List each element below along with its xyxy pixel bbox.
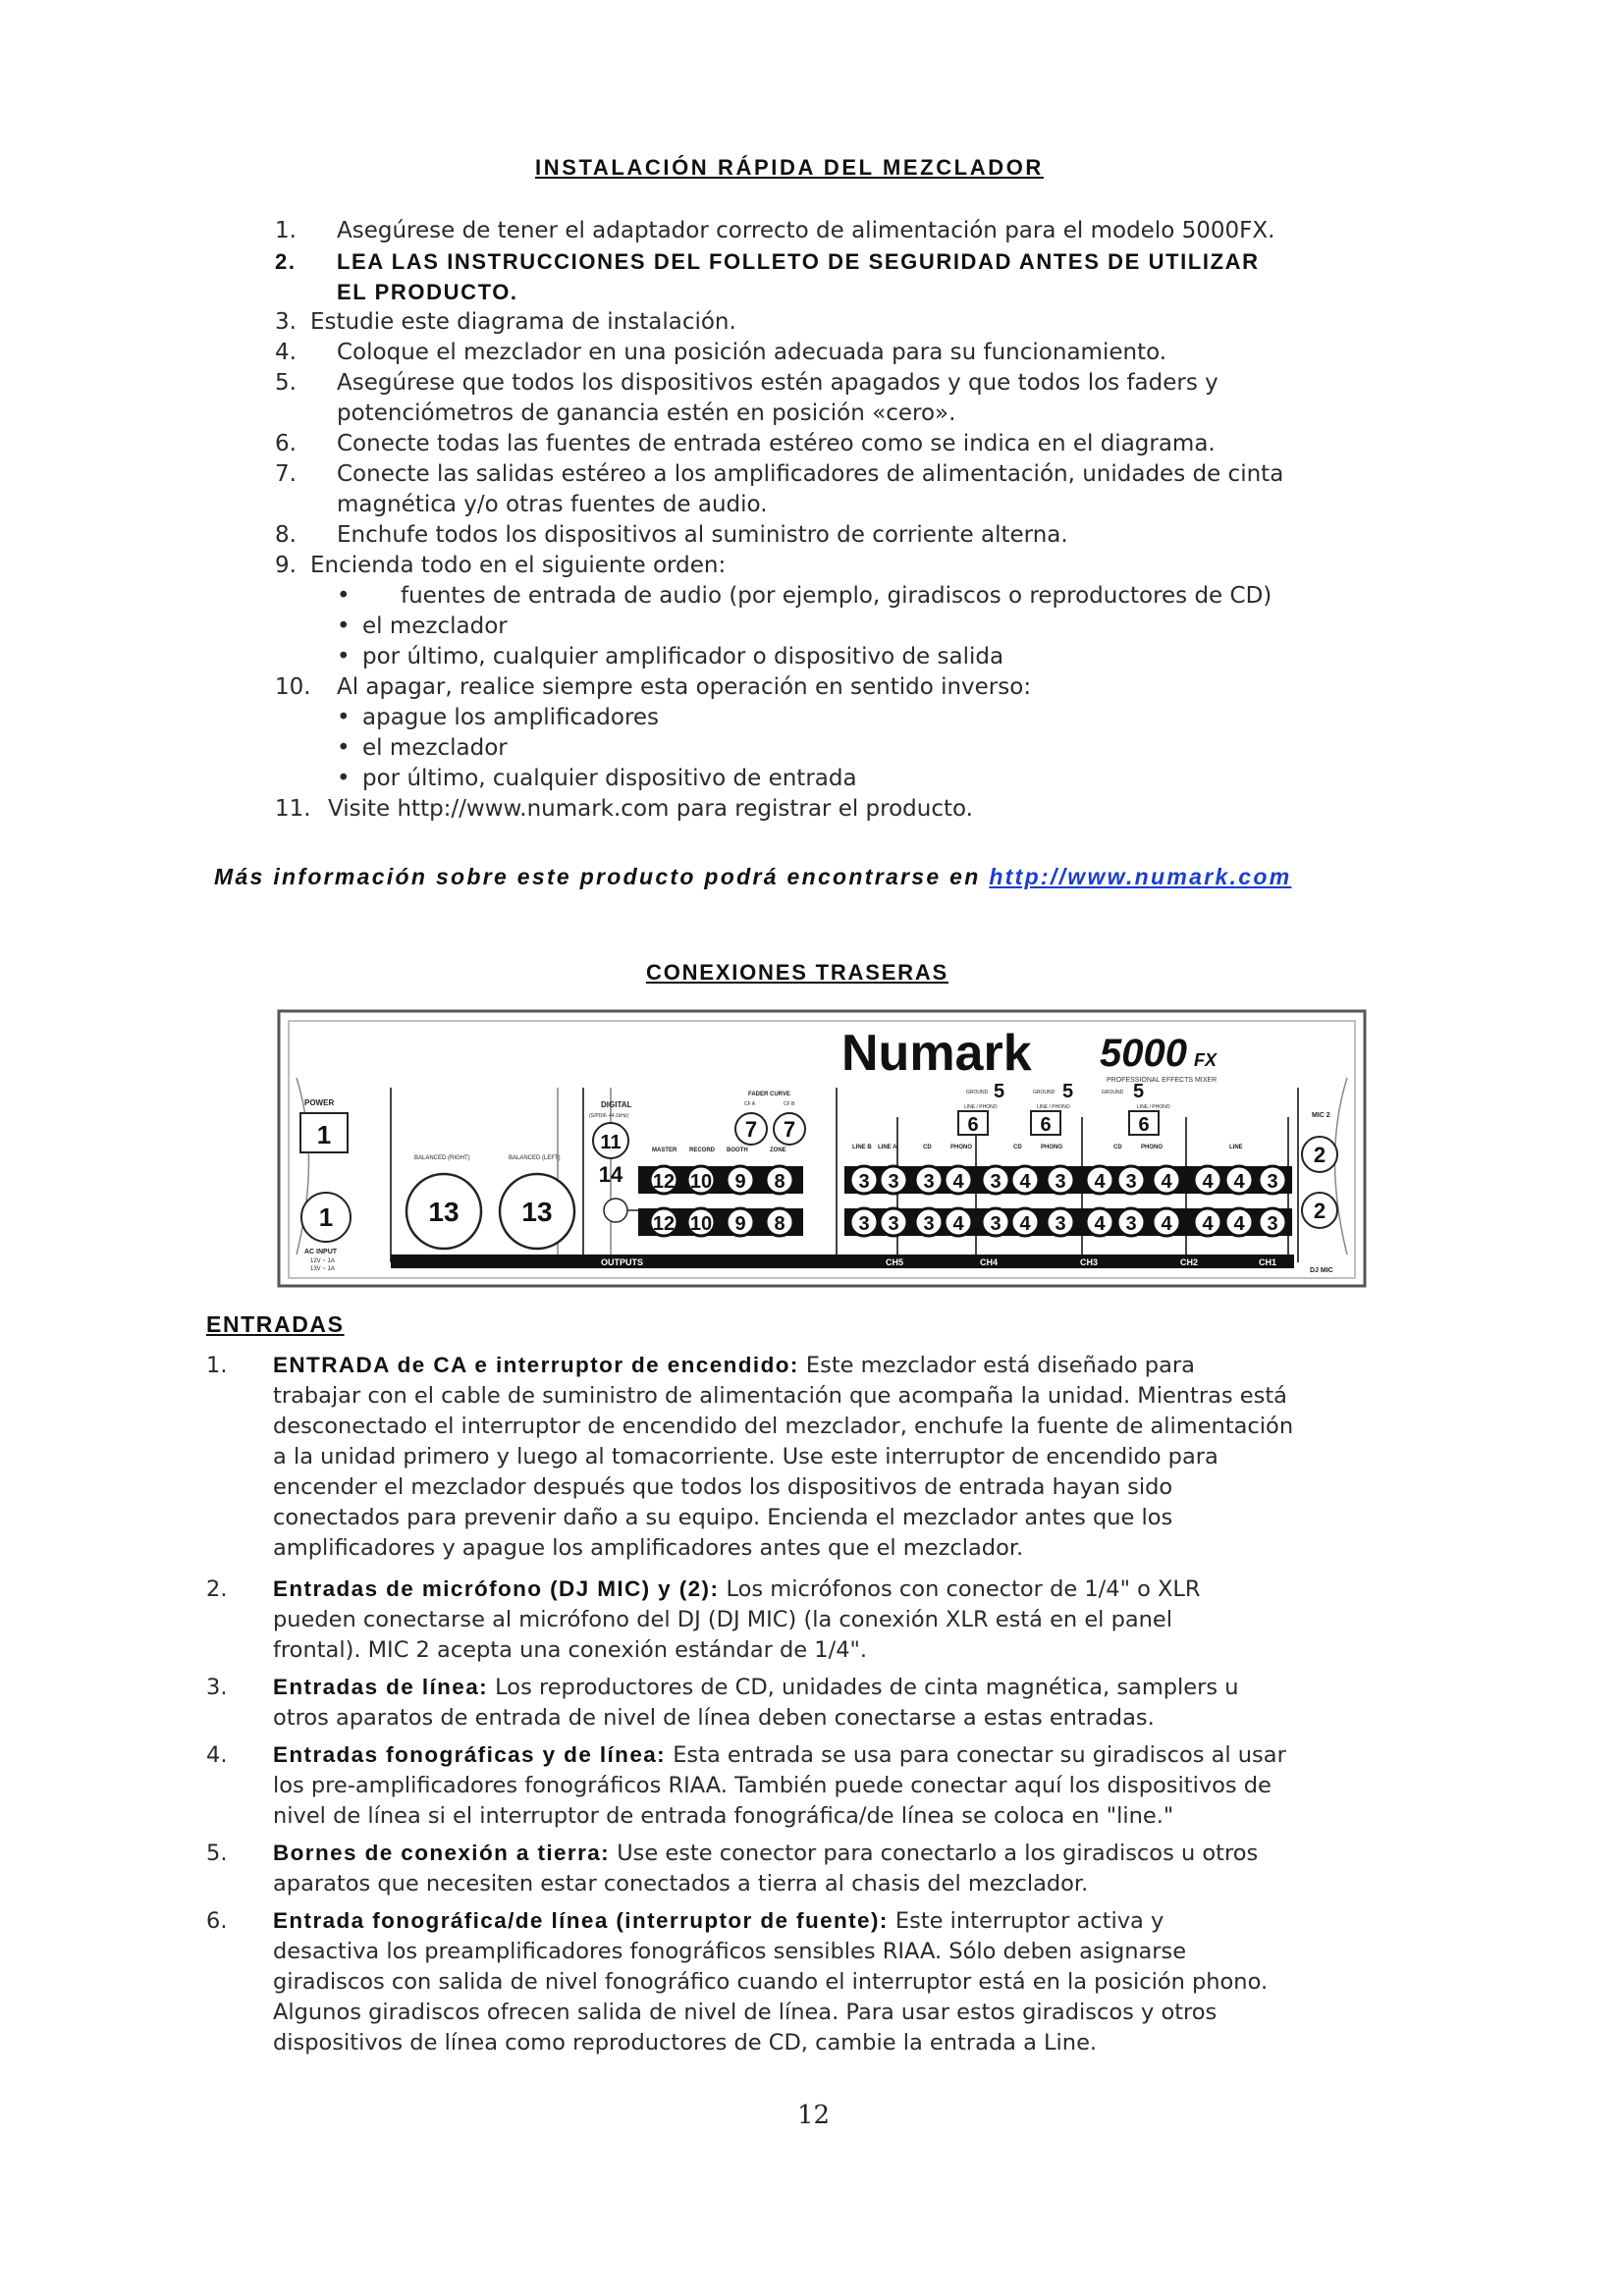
step-number: 2.	[275, 249, 297, 274]
step-10-bullet-3	[337, 764, 857, 794]
item-line: frontal). MIC 2 acepta una conexión estándar de 1/4".	[273, 1637, 868, 1663]
input-item-6	[206, 1905, 1483, 2058]
item-line: aparatos que necesiten estar conectados a tierra al chasis del mezclador.	[273, 1871, 1089, 1896]
callout-number: 3	[923, 1171, 935, 1193]
item-line: Algunos giradiscos ofrecen salida de nivel de línea. Para usar estos giradiscos y otros	[273, 2000, 1218, 2025]
step-text: Asegúrese de tener el adaptador correcto de alimentación para el modelo 5000FX.	[337, 218, 1275, 243]
bullet-icon: •	[337, 614, 351, 639]
callout-number: 10	[689, 1171, 713, 1193]
callout-number: 4	[1233, 1171, 1245, 1193]
item-line: dispositivos de línea como reproductores de CD, cambie la entrada a Line.	[273, 2030, 1098, 2056]
step-text: Coloque el mezclador en una posición adecuada para su funcionamiento.	[337, 340, 1167, 365]
cf-a-label: CF A	[744, 1101, 756, 1107]
callout-number: 14	[598, 1162, 623, 1187]
outputs-label: OUTPUTS	[601, 1257, 644, 1267]
callout-number: 12	[652, 1213, 676, 1235]
ground-terminal[interactable]	[604, 1199, 627, 1222]
step-1	[275, 216, 1274, 246]
bullet-text: el mezclador	[362, 614, 508, 639]
item-number: 4.	[206, 1742, 228, 1768]
item-number: 1.	[206, 1353, 228, 1378]
step-7	[275, 459, 1283, 490]
balanced-right-label: BALANCED (RIGHT)	[414, 1155, 470, 1161]
callout-number: 11	[600, 1132, 622, 1153]
ground-label: GROUND	[966, 1090, 989, 1095]
callout-number: 4	[1019, 1171, 1031, 1193]
item-line: Este mezclador está diseñado para	[805, 1353, 1195, 1378]
callout-number: 1	[316, 1120, 332, 1149]
bullet-text: apague los amplificadores	[362, 705, 660, 730]
callout-number: 3	[1125, 1171, 1137, 1193]
callout-number: 6	[1040, 1114, 1052, 1136]
callout-number: 5	[1062, 1081, 1074, 1102]
callout-number: 9	[734, 1213, 746, 1235]
cf-b-label: CF B	[784, 1101, 795, 1107]
bullet-text: por último, cualquier dispositivo de entrada	[362, 766, 857, 791]
step-10-bullet-1	[337, 703, 659, 733]
callout-number: 4	[1161, 1213, 1172, 1235]
step-text: Conecte las salidas estéreo a los amplificadores de alimentación, unidades de cinta	[337, 461, 1284, 487]
callout-number: 6	[1138, 1114, 1150, 1136]
ch4-label: CH4	[980, 1257, 999, 1267]
brand-logo: Numark	[841, 1025, 1032, 1082]
callout-number: 3	[990, 1171, 1001, 1193]
rear-panel-diagram	[277, 1009, 1367, 1289]
callout-number: 4	[1019, 1213, 1031, 1235]
step-number: 6.	[275, 431, 297, 456]
step-number: 1.	[275, 218, 297, 243]
step-number: 9.	[275, 553, 297, 578]
digital-sub-label: (S/PDIF, 44.1kHz)	[589, 1113, 629, 1119]
bullet-icon: •	[337, 735, 351, 761]
rca-row-top	[638, 1166, 1292, 1194]
callout-number: 7	[744, 1117, 758, 1142]
callout-number: 4	[1202, 1171, 1214, 1193]
callout-number: 4	[1161, 1171, 1172, 1193]
line-a-label: LINE A	[878, 1145, 897, 1150]
step-9-bullet-2	[337, 612, 508, 642]
ch1-line-label: LINE	[1229, 1145, 1243, 1150]
booth-label: BOOTH	[727, 1148, 748, 1153]
line-phono-label: LINE / PHONO	[1037, 1104, 1070, 1110]
ch2-phono-label: PHONO	[1141, 1145, 1164, 1150]
callout-number: 3	[1055, 1213, 1066, 1235]
ac-spec-2: 13V ~ 1A	[310, 1266, 335, 1272]
item-line: Este interruptor activa y	[894, 1908, 1164, 1934]
callout-number: 13	[521, 1197, 553, 1227]
item-line: nivel de línea si el interruptor de entrada fonográfica/de línea se coloca en "line."	[273, 1803, 1174, 1829]
callout-number: 4	[952, 1213, 964, 1235]
item-label: Bornes de conexión a tierra:	[273, 1841, 611, 1865]
ch5-label: CH5	[886, 1257, 904, 1267]
bullet-text: fuentes de entrada de audio (por ejemplo, giradiscos o reproductores de CD)	[401, 583, 1272, 609]
step-number: 5.	[275, 370, 297, 396]
callout-number: 3	[1267, 1171, 1278, 1193]
item-line: los pre-amplificadores fonográficos RIAA. También puede conectar aquí los dispositivos de	[273, 1773, 1272, 1798]
bullet-text: el mezclador	[362, 735, 508, 761]
ch2-cd-label: CD	[1113, 1145, 1122, 1150]
dj-mic-label: DJ MIC	[1310, 1267, 1333, 1274]
fader-curve-label: FADER CURVE	[748, 1092, 790, 1097]
step-3	[275, 307, 736, 338]
page-number: 12	[797, 2101, 831, 2130]
step-7-cont: magnética y/o otras fuentes de audio.	[337, 492, 768, 517]
item-label: Entradas de micrófono (DJ MIC) y (2):	[273, 1576, 720, 1601]
callout-number: 3	[1125, 1213, 1137, 1235]
step-text: LEA LAS INSTRUCCIONES DEL FOLLETO DE SEGURIDAD ANTES DE UTILIZAR	[337, 249, 1260, 274]
install-title: INSTALACIÓN RÁPIDA DEL MEZCLADOR	[535, 155, 1044, 180]
callout-number: 3	[888, 1171, 899, 1193]
step-9-bullet-1	[337, 581, 1272, 612]
bullet-icon: •	[337, 766, 351, 791]
item-line: Los micrófonos con conector de 1/4" o XLR	[726, 1576, 1201, 1602]
step-2	[275, 246, 1260, 277]
callout-number: 4	[1094, 1213, 1106, 1235]
rca-row-bottom	[638, 1208, 1292, 1236]
item-line: giradiscos con salida de nivel fonográfico cuando el interruptor está en la posición phono.	[273, 1969, 1269, 1995]
more-info	[214, 864, 1291, 890]
step-8	[275, 520, 1068, 551]
bullet-text: por último, cualquier amplificador o dispositivo de salida	[362, 644, 1004, 669]
step-5	[275, 368, 1218, 399]
numark-link[interactable]: http://www.numark.com	[989, 864, 1292, 889]
step-number: 4.	[275, 340, 297, 365]
step-text: Asegúrese que todos los dispositivos estén apagados y que todos los faders y	[337, 370, 1218, 396]
step-6	[275, 429, 1216, 459]
power-label: POWER	[304, 1098, 335, 1107]
callout-number: 5	[1133, 1081, 1145, 1102]
step-text: Visite http://www.numark.com para registrar el producto.	[328, 796, 973, 822]
callout-number: 3	[1267, 1213, 1278, 1235]
item-line: Los reproductores de CD, unidades de cinta magnética, samplers u	[495, 1675, 1239, 1700]
item-number: 3.	[206, 1675, 228, 1700]
callout-number: 3	[858, 1171, 870, 1193]
callout-number: 2	[1313, 1143, 1326, 1167]
step-number: 3.	[275, 309, 297, 335]
callout-number: 4	[1202, 1213, 1214, 1235]
step-number: 11.	[275, 796, 311, 822]
model-subtitle: PROFESSIONAL EFFECTS MIXER	[1107, 1077, 1218, 1084]
input-item-3	[206, 1672, 1483, 1734]
callout-number: 2	[1313, 1199, 1326, 1223]
step-11	[275, 794, 973, 825]
bullet-icon: •	[337, 705, 351, 730]
item-label: ENTRADA de CA e interruptor de encendido:	[273, 1353, 799, 1377]
callout-number: 3	[1055, 1171, 1066, 1193]
ac-spec-1: 12V ~ 1A	[310, 1258, 335, 1264]
callout-number: 6	[967, 1114, 979, 1136]
callout-number: 8	[774, 1213, 785, 1235]
step-number: 10.	[275, 674, 311, 700]
step-number: 7.	[275, 461, 297, 487]
ch3-cd-label: CD	[1013, 1145, 1022, 1150]
item-number: 2.	[206, 1576, 228, 1602]
model-suffix: FX	[1194, 1050, 1218, 1070]
ch4-phono-label: PHONO	[950, 1145, 973, 1150]
callout-number: 4	[952, 1171, 964, 1193]
callout-number: 10	[689, 1213, 713, 1235]
item-line: a la unidad primero y luego al tomacorriente. Use este interruptor de encendido para	[273, 1444, 1218, 1469]
digital-label: DIGITAL	[601, 1100, 632, 1109]
callout-number: 5	[994, 1081, 1005, 1102]
line-phono-label: LINE / PHONO	[1137, 1104, 1170, 1110]
item-label: Entradas de línea:	[273, 1675, 489, 1699]
ch1-label: CH1	[1259, 1257, 1277, 1267]
model-logo: 5000	[1100, 1032, 1187, 1075]
item-label: Entrada fonográfica/de línea (interruptor de fuente):	[273, 1908, 889, 1933]
item-line: Esta entrada se usa para conectar su giradiscos al usar	[673, 1742, 1286, 1768]
rear-title: CONEXIONES TRASERAS	[646, 960, 949, 985]
more-info-text: Más información sobre este producto podrá encontrarse en	[214, 864, 981, 889]
callout-number: 4	[1094, 1171, 1106, 1193]
input-item-1	[206, 1350, 1483, 1564]
item-line: desactiva los preamplificadores fonográficos sensibles RIAA. Sólo deben asignarse	[273, 1939, 1187, 1964]
bullet-icon: •	[337, 644, 351, 669]
ch3-label: CH3	[1080, 1257, 1099, 1267]
bullet-icon: •	[337, 583, 351, 609]
callout-number: 13	[428, 1197, 460, 1227]
master-label: MASTER	[652, 1148, 677, 1153]
callout-number: 7	[783, 1117, 796, 1142]
step-text: Encienda todo en el siguiente orden:	[310, 553, 727, 578]
input-item-5	[206, 1838, 1483, 1899]
step-text: Al apagar, realice siempre esta operación en sentido inverso:	[337, 674, 1032, 700]
callout-number: 3	[858, 1213, 870, 1235]
step-number: 8.	[275, 522, 297, 548]
item-line: otros aparatos de entrada de nivel de línea deben conectarse a estas entradas.	[273, 1705, 1155, 1731]
ch4-cd-label: CD	[923, 1145, 932, 1150]
mic2-label: MIC 2	[1312, 1112, 1330, 1119]
step-text: Estudie este diagrama de instalación.	[310, 309, 736, 335]
callout-number: 3	[888, 1213, 899, 1235]
callout-number: 3	[990, 1213, 1001, 1235]
callout-number: 8	[774, 1171, 785, 1193]
bottom-label-bar	[391, 1255, 1294, 1268]
line-phono-label: LINE / PHONO	[964, 1104, 998, 1110]
step-text: Conecte todas las fuentes de entrada estéreo como se indica en el diagrama.	[337, 431, 1216, 456]
step-10-bullet-2	[337, 733, 508, 764]
input-item-4	[206, 1739, 1483, 1832]
step-9-bullet-3	[337, 642, 1003, 672]
ground-label: GROUND	[1102, 1090, 1124, 1095]
item-number: 5.	[206, 1841, 228, 1866]
ch2-label: CH2	[1180, 1257, 1199, 1267]
item-line: encender el mezclador después que todos los dispositivos de entrada hayan sido	[273, 1474, 1173, 1500]
callout-number: 1	[318, 1202, 334, 1232]
item-line: trabajar con el cable de suministro de alimentación que acompaña la unidad. Mientras está	[273, 1383, 1287, 1409]
step-4	[275, 338, 1166, 368]
item-line: amplificadores y apague los amplificadores antes que el mezclador.	[273, 1535, 1024, 1561]
step-text: Enchufe todos los dispositivos al suministro de corriente alterna.	[337, 522, 1068, 548]
item-line: conectados para prevenir daño a su equipo. Encienda el mezclador antes que los	[273, 1505, 1173, 1530]
item-line: pueden conectarse al micrófono del DJ (DJ MIC) (la conexión XLR está en el panel	[273, 1607, 1172, 1632]
item-number: 6.	[206, 1908, 228, 1934]
balanced-left-label: BALANCED (LEFT)	[509, 1155, 561, 1161]
input-item-2	[206, 1574, 1483, 1666]
item-line: desconectado el interruptor de encendido del mezclador, enchufe la fuente de alimentación	[273, 1414, 1294, 1439]
step-10	[275, 672, 1031, 703]
item-line: Use este conector para conectarlo a los giradiscos u otros	[617, 1841, 1259, 1866]
ch3-phono-label: PHONO	[1041, 1145, 1063, 1150]
record-label: RECORD	[689, 1148, 716, 1153]
ac-input-label: AC INPUT	[304, 1249, 338, 1255]
callout-number: 9	[734, 1171, 746, 1193]
step-5-cont: potenciómetros de ganancia estén en posición «cero».	[337, 400, 956, 426]
step-9	[275, 551, 726, 581]
callout-number: 4	[1233, 1213, 1245, 1235]
callout-number: 3	[923, 1213, 935, 1235]
step-2-cont: EL PRODUCTO.	[337, 280, 518, 304]
callout-number: 12	[652, 1171, 676, 1193]
zone-label: ZONE	[770, 1148, 786, 1153]
item-label: Entradas fonográficas y de línea:	[273, 1742, 667, 1767]
line-b-label: LINE B	[852, 1145, 872, 1150]
ground-label: GROUND	[1033, 1090, 1056, 1095]
inputs-title: ENTRADAS	[206, 1311, 345, 1337]
